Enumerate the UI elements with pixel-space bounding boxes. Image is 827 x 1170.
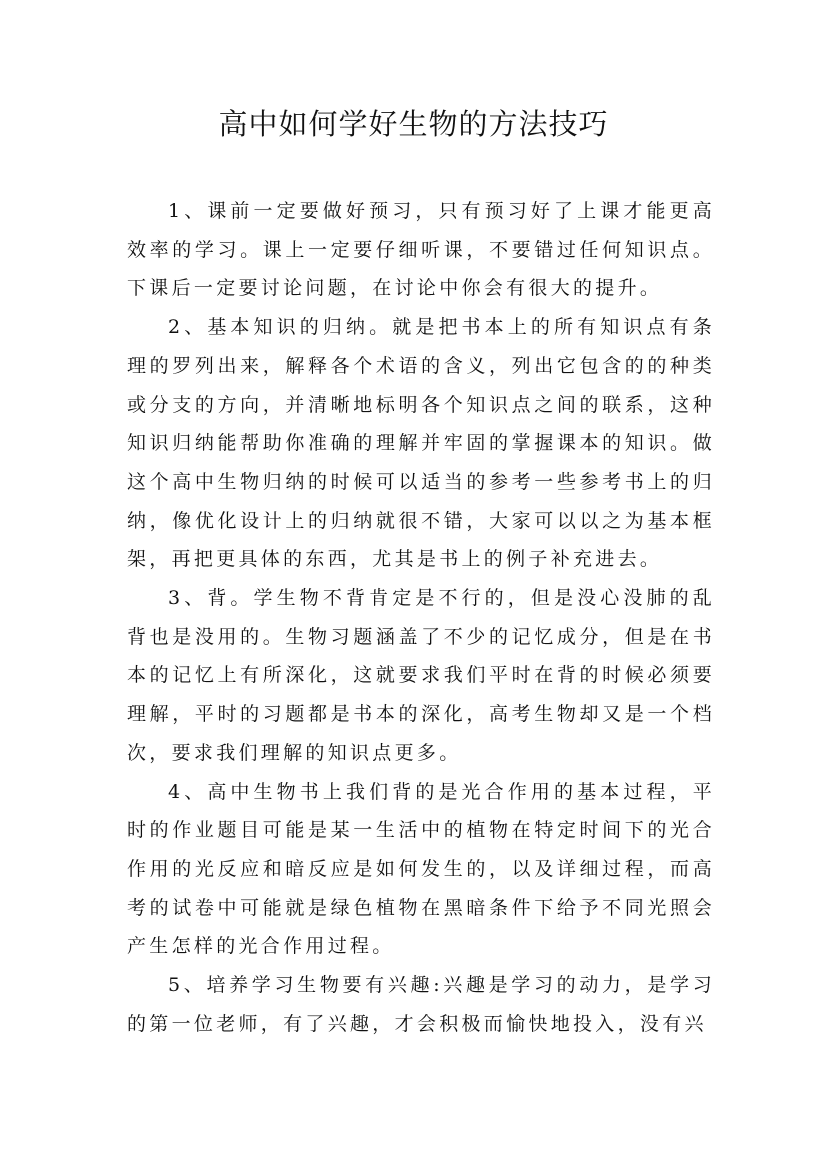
document-title: 高中如何学好生物的方法技巧 xyxy=(218,107,609,141)
paragraph-3: 3、背。学生物不背肯定是不行的，但是没心没肺的乱背也是没用的。生物习题涵盖了不少的记忆成分，但是在书本的记忆上有所深化，这就要求我们平时在背的时候必须要理解，平时的习题都是书本的深化，高考生物却又是一个档次，要求我们理解的知识点更多。 xyxy=(127,587,715,764)
paragraph-5: 5、培养学习生物要有兴趣:兴趣是学习的动力，是学习的第一位老师，有了兴趣，才会积极而愉快地投入，没有兴 xyxy=(127,974,715,1035)
document-body xyxy=(127,192,715,1043)
paragraph-4: 4、高中生物书上我们背的是光合作用的基本过程，平时的作业题目可能是某一生活中的植物在特定时间下的光合作用的光反应和暗反应是如何发生的，以及详细过程，而高考的试卷中可能就是绿色植物在黑暗条件下给予不同光照会产生怎样的光合作用过程。 xyxy=(127,780,715,958)
paragraph-2: 2、基本知识的归纳。就是把书本上的所有知识点有条理的罗列出来，解释各个术语的含义，列出它包含的的种类或分支的方向，并清晰地标明各个知识点之间的联系，这种知识归纳能帮助你准确的理解并牢固的掌握课本的知识。做这个高中生物归纳的时候可以适当的参考一些参考书上的归纳，像优化设计上的归纳就很不错，大家可以以之为基本框架，再把更具体的东西，尤其是书上的例子补充进去。 xyxy=(127,316,715,571)
paragraph-1: 1、课前一定要做好预习，只有预习好了上课才能更高效率的学习。课上一定要仔细听课，不要错过任何知识点。下课后一定要讨论问题，在讨论中你会有很大的提升。 xyxy=(127,200,715,300)
